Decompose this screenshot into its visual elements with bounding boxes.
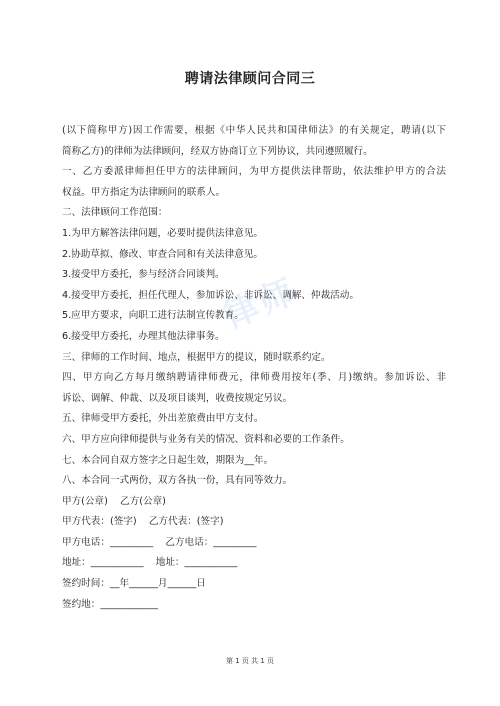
signature-line: 甲方代表：(签字) 乙方代表：(签字) [62, 516, 224, 528]
text-line: (以下简称甲方)因工作需要，根据《中华人民共和国律师法》的有关规定，聘请(以下 [62, 125, 446, 136]
text-line: 1.为甲方解答法律问题，必要时提供法律意见。 [62, 227, 264, 239]
signature-line: 甲方(公章) 乙方(公章) [62, 495, 166, 507]
text-line: 简称乙方)的律师为法律顾问，经双方协商订立下列协议，共同遵照履行。 [62, 145, 373, 157]
text-line: 诉讼、调解、仲裁、以及项目谈判，收费按规定另议。 [62, 392, 293, 404]
text-line: 4.接受甲方委托，担任代理人，参加诉讼、非诉讼、调解、仲裁活动。 [62, 289, 359, 301]
watermark: 律师 [217, 270, 304, 337]
text-line: 一、乙方委派律师担任甲方的法律顾问，为甲方提供法律帮助，依法维护甲方的合法 [62, 166, 446, 178]
document-title: 聘请法律顾问合同三 [184, 71, 316, 87]
signature-line: 地址：___________ 地址：___________ [62, 557, 238, 569]
text-line: 6.接受甲方委托，办理其他法律事务。 [62, 330, 225, 342]
page-footer: 第 1 页 共 1 页 [225, 657, 275, 665]
text-line: 四、甲方向乙方每月缴纳聘请律师费元，律师费用按年(季、月)缴纳。参加诉讼、非 [62, 372, 446, 384]
signature-line: 甲方电话：_________ 乙方电话：_________ [62, 536, 257, 548]
text-line: 八、本合同一式两份，双方各执一份，具有同等效力。 [62, 475, 293, 487]
text-line: 3.接受甲方委托，参与经济合同谈判。 [62, 269, 225, 281]
text-line: 2.协助草拟、修改、审查合同和有关法律意见。 [62, 248, 264, 260]
text-line: 5.应甲方要求，向职工进行法制宣传教育。 [62, 310, 244, 322]
text-line: 权益。甲方指定为法律顾问的联系人。 [62, 186, 226, 198]
contract-body [62, 121, 446, 615]
text-line: 二、法律顾问工作范围： [62, 207, 168, 219]
text-line: 五、律师受甲方委托，外出差旅费由甲方支付。 [62, 413, 264, 425]
text-line: 七、本合同自双方签字之日起生效，期限为__年。 [62, 454, 274, 466]
signature-line: 签约时间：__年______月______日 [62, 578, 206, 590]
signature-line: 签约地：____________ [62, 598, 158, 610]
text-line: 三、律师的工作时间、地点，根据甲方的提议，随时联系约定。 [62, 351, 331, 363]
text-line: 六、甲方应向律师提供与业务有关的情况、资料和必要的工作条件。 [62, 433, 350, 445]
